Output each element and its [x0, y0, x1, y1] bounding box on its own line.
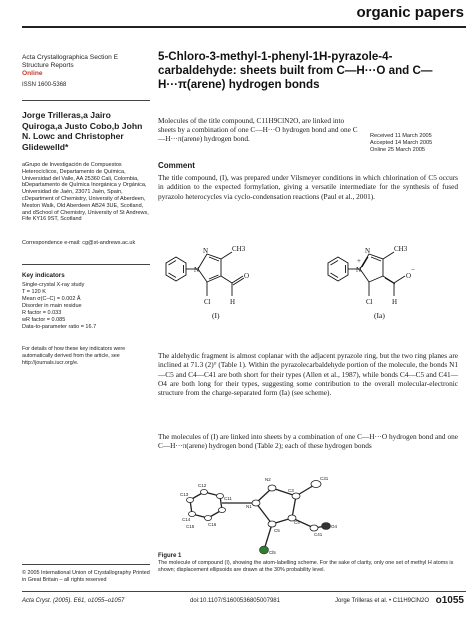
atom-label: C13 [180, 492, 189, 497]
key-indicator-item: Disorder in main residue [22, 303, 82, 309]
article-title: 5-Chloro-3-methyl-1-phenyl-1H-pyrazole-4-carbaldehyde: sheets built from C—H···O and C—H···π(arene) hydrogen bonds [158, 50, 433, 91]
footer-authors: Jorge Trilleras et al. • C11H9ClN2O [335, 598, 430, 604]
atom-label: C31 [320, 476, 329, 481]
page-number: o1055 [435, 595, 464, 606]
online-date: Online 25 March 2005 [370, 147, 426, 153]
authors: Jorge Trilleras,a Jairo Quiroga,a Justo Cobo,b John N. Lowc and Christopher Glidewelld* [22, 110, 143, 152]
scheme-cl-label: Cl [366, 298, 373, 306]
section-header: organic papers [356, 4, 464, 21]
chemical-scheme [152, 226, 472, 326]
received-date: Received 11 March 2005 [370, 133, 432, 139]
structure-I [166, 252, 244, 296]
copyright: © 2005 International Union of Crystallography Printed in Great Britain – all rights reserved [22, 570, 150, 583]
scheme-h-label: H [392, 298, 398, 306]
atom-label: C4 [294, 520, 300, 525]
scheme-ch3-label: CH3 [232, 245, 246, 253]
figure-caption-text: The molecule of compound (I), showing the atom-labelling scheme. For the sake of clarity, only one set of methyl H atoms is shown; displacement ellipsoids are drawn at the 30% probability level. [158, 559, 454, 573]
atom-label: N1 [246, 504, 252, 509]
received-dates [370, 133, 470, 154]
scheme-n-label: N [365, 247, 371, 255]
comment-paragraph-1: The title compound, (I), was prepared under Vilsmeyer conditions in which chlorination of C5 occurs in addition to the expected formylation, giving a versatile intermediate for the synthesis of fused pyrazolo heterocycles via cyclo-condensation reactions (Paul et al., 2001). [158, 173, 458, 201]
atom-label: C14 [182, 517, 191, 522]
structure-Ia [328, 252, 405, 296]
key-indicator-item: T = 120 K [22, 289, 46, 295]
key-indicators-title: Key indicators [22, 272, 65, 279]
journal-name: Acta Crystallographica Section E [22, 54, 119, 61]
atom-label: Cl5 [269, 550, 276, 555]
key-indicator-item: wR factor = 0.085 [22, 317, 66, 323]
scheme-h-label: H [230, 298, 236, 306]
journal-subtitle: Structure Reports [22, 62, 74, 70]
atom-label: C16 [208, 522, 217, 527]
figure-caption [158, 553, 458, 573]
issn: ISSN 1600-5368 [22, 82, 67, 88]
scheme-o-label: O [244, 272, 250, 280]
scheme-cl-label: Cl [204, 298, 211, 306]
key-indicators-note[interactable]: For details of how these key indicators were automatically derived from the article, see http://journals.iucr.org/e. [22, 346, 126, 366]
atom-label: C11 [224, 496, 232, 501]
abstract: Molecules of the title compound, C11H9ClN2O, are linked into sheets by a combination of one C—H···O hydrogen bond and one C—H···π(arene) hydrogen bond. [158, 116, 358, 144]
copyright-rule [22, 564, 150, 565]
header-rule [22, 26, 466, 28]
scheme-n-label: N [194, 266, 200, 274]
atom-label: C15 [186, 524, 195, 529]
footer-doi[interactable]: doi:10.1107/S1600536805007981 [190, 598, 280, 604]
comment-paragraph-3: The molecules of (I) are linked into sheets by a combination of one C—H···O hydrogen bond and one C—H···π(arene) hydrogen bond (Table 2); each of these hydrogen bonds [158, 432, 458, 451]
journal-online: Online [22, 70, 43, 78]
scheme-n-label: N [203, 247, 209, 255]
scheme-minus-label: − [411, 266, 415, 274]
scheme-o-label: O [406, 272, 412, 280]
scheme-ch3-label: CH3 [394, 245, 408, 253]
key-indicator-item: Mean σ(C–C) = 0.002 Å [22, 296, 81, 302]
comment-paragraph-2: The aldehydic fragment is almost coplanar with the adjacent pyrazole ring, but the two ring planes are inclined at 71.3 (2)° (Table 1). Within the pyrazolecarbaldehyde portion of the molecule, the bonds N1—C5 and C4—C41 are both short for their types (Allen et al., 1987), while bonds C4—C5 and C41—O4 are both long for their types, suggesting some contribution to the overall molecular-electronic structure from the charge-separated form (Ia) (see scheme). [158, 351, 458, 398]
affiliations: aGrupo de Investigación de Compuestos Heterocíclicos, Departamento de Química, Universidad del Valle, AA 25360 Cali, Colombia, bDepartamento de Química Inorgánica y Orgánica, Universidad de Jaén, 23071 Jaén, Spain, cDepartment of Chemistry, University of Aberdeen, Meston Walk, Old Aberdeen AB24 3UE, Scotland, and dSchool of Chemistry, University of St Andrews, Fife KY16 9ST, Scotland [22, 162, 149, 223]
accepted-date: Accepted 14 March 2005 [370, 140, 433, 146]
atom-label: C5 [274, 528, 280, 533]
scheme-n-label: N [356, 266, 362, 274]
scheme-label-Ia: (Ia) [374, 311, 385, 320]
key-indicator-item: Single-crystal X-ray study [22, 282, 85, 288]
correspondence: Correspondence e-mail: cg@st-andrews.ac.uk [22, 240, 136, 246]
key-indicator-item: Data-to-parameter ratio = 16.7 [22, 324, 97, 330]
atom-label: C12 [198, 483, 207, 488]
footer-rule [22, 591, 466, 592]
key-indicators-list [22, 282, 150, 331]
figure-label: Figure 1 [158, 553, 182, 559]
footer-citation: Acta Cryst. (2005). E61, o1055–o1057 [22, 598, 125, 604]
atom-label: C3 [288, 488, 294, 493]
key-indicator-item: R factor = 0.033 [22, 310, 62, 316]
scheme-plus-label: + [357, 257, 361, 265]
key-indicators-rule [22, 264, 150, 265]
atom-label: O4 [331, 524, 338, 529]
molecule-figure [168, 466, 438, 556]
comment-heading: Comment [158, 161, 195, 170]
atom-label: N2 [265, 477, 271, 482]
journal-info [22, 54, 150, 79]
scheme-label-I: (I) [212, 311, 220, 320]
left-rule [22, 100, 150, 101]
atom-label: C41 [314, 532, 323, 537]
